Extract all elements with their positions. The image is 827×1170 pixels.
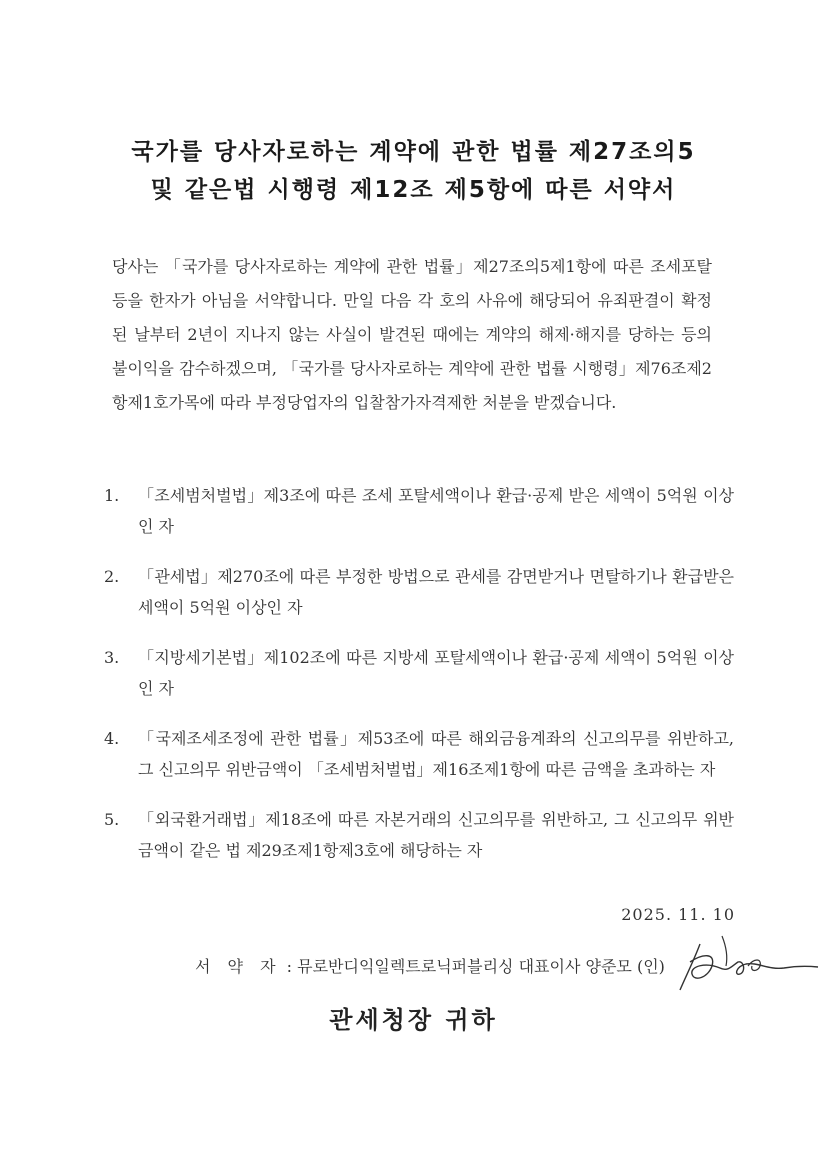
signer-label: 서 약 자 [195, 957, 282, 976]
addressee: 관세청장 귀하 [329, 1005, 498, 1034]
list-item [104, 642, 734, 704]
item-text: 「지방세기본법」제102조에 따른 지방세 포탈세액이나 환급·공제 세액이 5억원 이상인 자 [138, 648, 734, 698]
list-item [104, 804, 734, 866]
condition-list [104, 480, 734, 885]
list-item [104, 480, 734, 542]
list-item [104, 723, 734, 785]
item-number: 1. [104, 486, 120, 505]
title-line-2: 및 같은법 시행령 제12조 제5항에 따른 서약서 [150, 177, 677, 203]
intro-paragraph: 당사는 「국가를 당사자로하는 계약에 관한 법률」제27조의5제1항에 따른 조세포탈등을 한자가 아님을 서약합니다. 만일 다음 각 호의 사유에 해당되어 유죄판결이 확정된 날부터 2년이 지나지 않는 사실이 발견된 때에는 계약의 해제·해지를 당하는 등의 불이익을 감수하겠으며, 「국가를 당사자로하는 계약에 관한 법률 시행령」제76조제2항제1호가목에 따라 부정당업자의 입찰참가자격제한 처분을 받겠습니다. [112, 257, 712, 412]
signer-line [195, 954, 665, 977]
signer-name: 뮤로반디익일렉트로닉퍼블리싱 대표이사 양준모 (인) [297, 957, 665, 976]
pledge-date: 2025. 11. 10 [621, 905, 735, 924]
handwritten-signature [672, 932, 822, 1002]
list-item [104, 561, 734, 623]
item-text: 「조세범처벌법」제3조에 따른 조세 포탈세액이나 환급·공제 받은 세액이 5억원 이상인 자 [138, 486, 734, 536]
item-number: 2. [104, 567, 120, 586]
signer-separator: : [286, 957, 293, 976]
document-title [60, 133, 767, 209]
item-number: 5. [104, 810, 120, 829]
item-number: 4. [104, 729, 120, 748]
item-text: 「관세법」제270조에 따른 부정한 방법으로 관세를 감면받거나 면탈하기나 환급받은 세액이 5억원 이상인 자 [138, 567, 734, 617]
item-number: 3. [104, 648, 120, 667]
item-text: 「외국환거래법」제18조에 따른 자본거래의 신고의무를 위반하고, 그 신고의무 위반금액이 같은 법 제29조제1항제3호에 해당하는 자 [138, 810, 734, 860]
item-text: 「국제조세조정에 관한 법률」제53조에 따른 해외금융계좌의 신고의무를 위반하고, 그 신고의무 위반금액이 「조세범처벌법」제16조제1항에 따른 금액을 초과하는 자 [138, 729, 734, 779]
title-line-1: 국가를 당사자로하는 계약에 관한 법률 제27조의5 [131, 139, 696, 165]
